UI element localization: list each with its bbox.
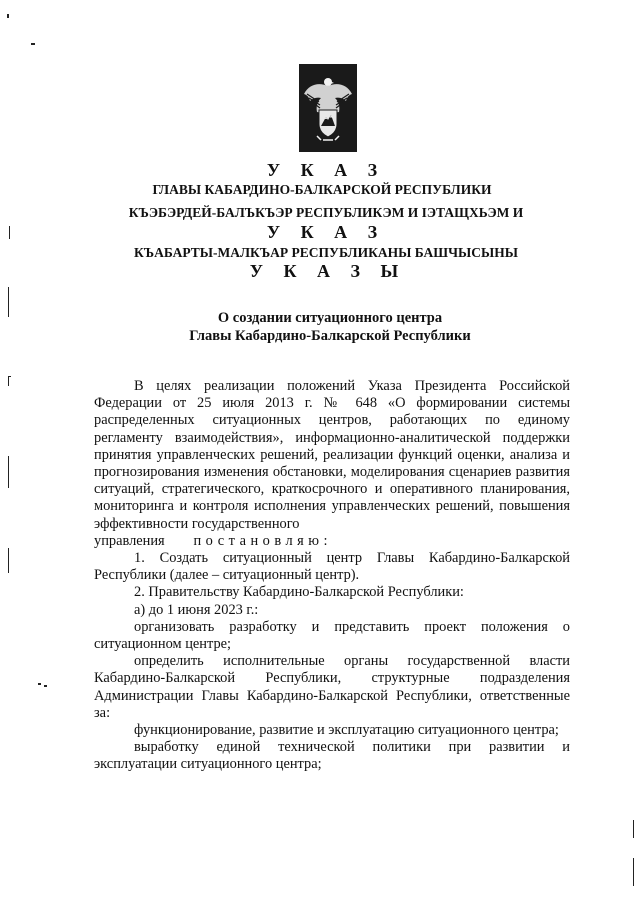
- issuer-line-kbd: КЪЭБЭРДЕЙ-БАЛЪКЪЭР РЕСПУБЛИКЭМ И IЭТАЩХЬЭМ И: [128, 205, 524, 220]
- scan-mark: [44, 685, 47, 687]
- paragraph-preamble: В целях реализации положений Указа Президента Российской Федерации от 25 июля 2013 г. № 648 «О формировании системы распределенных ситуационных центров, работающих по единому регламенту взаимодействия», информационно-аналитической поддержки принятия управленческих решений, реализации функций оценки, анализа и прогнозирования изменения обстановки, моделирования сценариев развития ситуаций, стратегического, краткосрочного и оперативного планирования, мониторинга и контроля исполнения управленческих решений, повышения эффективности государственного: [94, 378, 570, 532]
- decree-title-line-2: Главы Кабардино-Балкарской Республики: [189, 328, 471, 344]
- paragraph-policy: выработку единой технической политики при развитии и эксплуатации ситуационного центра;: [94, 739, 570, 773]
- decree-heading-krc: У К А З Ы: [249, 261, 407, 281]
- decree-body: [94, 378, 570, 774]
- paragraph-item-2: 2. Правительству Кабардино-Балкарской Республики:: [134, 584, 464, 601]
- scan-mark: [38, 683, 41, 685]
- scan-mark: [8, 456, 9, 488]
- coat-of-arms-emblem: [299, 64, 357, 152]
- decree-heading-ru: У К А З: [266, 160, 386, 180]
- scan-mark: [633, 820, 634, 838]
- paragraph-item-1: 1. Создать ситуационный центр Главы Кабардино-Балкарской Республики (далее – ситуационный центр).: [94, 550, 570, 584]
- scan-mark: [7, 14, 9, 18]
- scan-mark: [8, 376, 9, 386]
- decree-heading-kbd: У К А З: [266, 222, 386, 242]
- paragraph-functioning: функционирование, развитие и эксплуатацию ситуационного центра;: [134, 722, 559, 739]
- paragraph-organize: организовать разработку и представить проект положения о ситуационном центре;: [94, 618, 570, 653]
- scan-mark: [31, 43, 35, 45]
- paragraph-resolution: [94, 533, 570, 550]
- decree-title-line-1: О создании ситуационного центра: [217, 310, 443, 326]
- resolution-lead-word: управления: [94, 532, 165, 549]
- resolution-spaced-word: постановляю:: [193, 532, 333, 549]
- scan-mark: [8, 548, 9, 573]
- paragraph-subitem-a: а) до 1 июня 2023 г.:: [134, 601, 259, 618]
- paragraph-determine: определить исполнительные органы государственной власти Кабардино-Балкарской Республики, структурные подразделения Администрации Главы Кабардино-Балкарской Республики, ответственные за:: [94, 653, 570, 721]
- issuer-line-ru: ГЛАВЫ КАБАРДИНО-БАЛКАРСКОЙ РЕСПУБЛИКИ: [152, 182, 492, 197]
- scan-mark: [633, 858, 634, 886]
- issuer-line-krc: КЪАБАРТЫ-МАЛКЪАР РЕСПУБЛИКАНЫ БАШЧЫСЫНЫ: [133, 245, 519, 260]
